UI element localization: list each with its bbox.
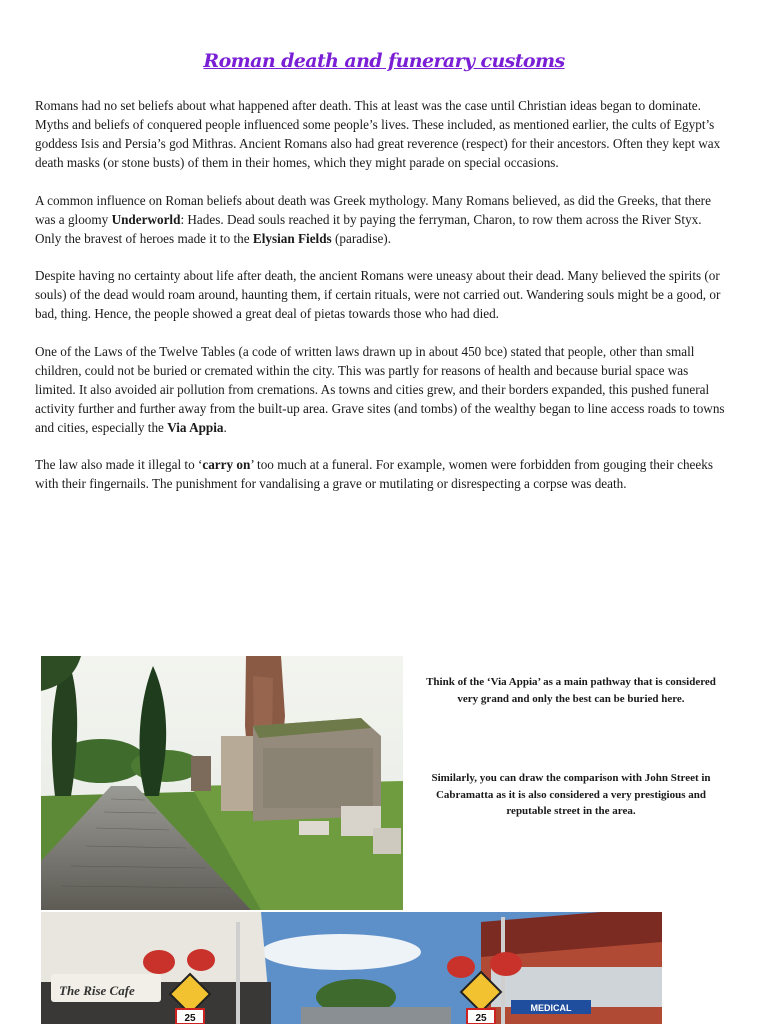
medical-sign: MEDICAL — [530, 1003, 572, 1013]
speed-sign-left: 25 — [184, 1013, 196, 1024]
paragraph-1: Romans had no set beliefs about what happened after death. This at least was the case until Christian ideas began to dominate. Myths and beliefs of conquered people influenced some people’s lives. These included, as mentioned earlier, the cults of Egypt’s goddess Isis and Persia’s god Mithras. Ancient Romans also had great reverence (respect) for their ancestors. Often they kept wax death masks (or stone busts) of them in their homes, which they might parade on special occasions. — [35, 98, 721, 170]
paragraph-5: The law also made it illegal to ‘carry on’ too much at a funeral. For example, women were forbidden from gouging their cheeks with their fingernails. The punishment for vandalising a grave or mutilating or disrespecting a corpse was death. — [35, 457, 713, 491]
cafe-sign: The Rise Cafe — [59, 983, 135, 998]
john-street-photo — [41, 912, 662, 1024]
term-via-appia: Via Appia — [167, 419, 224, 435]
term-carry-on: carry on — [202, 457, 251, 472]
term-elysian-fields: Elysian Fields — [252, 230, 332, 246]
term-underworld: Underworld — [111, 211, 181, 227]
speed-sign-right: 25 — [475, 1013, 487, 1024]
via-appia-note: Think of the ‘Via Appia’ as a main pathway that is considered very grand and only the best can be buried here. — [426, 676, 716, 705]
via-appia-photo — [41, 656, 403, 910]
paragraph-3: Despite having no certainty about life after death, the ancient Romans were uneasy about their dead. Many believed the spirits (or souls) of the dead would roam around, haunting them, if certain rituals, were not carried out. Wandering souls might be a good, or bad, thing. Hence, the people showed a great deal of pietas towards those who had died. — [35, 268, 721, 321]
paragraph-2: A common influence on Roman beliefs about death was Greek mythology. Many Romans believed, as did the Greeks, that there was a gloomy Underworld: Hades. Dead souls reached it by paying the ferryman, Charon, to row them across the River Styx. Only the bravest of heroes made it to the Elysian Fields (paradise). — [35, 192, 711, 246]
page-title: Roman death and funerary customs — [203, 50, 565, 72]
article-body — [35, 96, 729, 512]
john-street-note: Similarly, you can draw the comparison with John Street in Cabramatta as it is also considered a very prestigious and reputable street in the area. — [431, 772, 711, 817]
paragraph-4: One of the Laws of the Twelve Tables (a code of written laws drawn up in about 450 bce) stated that people, other than small children, could not be buried or cremated within the city. This was partly for reasons of health and because burial space was limited. It also avoided air pollution from cremations. As towns and cities grew, and their borders expanded, this pushed funeral activity further and further away from the built-up area. Grave sites (and tombs) of the wealthy began to line access roads to towns and cities, especially the Via Appia. — [35, 343, 725, 435]
